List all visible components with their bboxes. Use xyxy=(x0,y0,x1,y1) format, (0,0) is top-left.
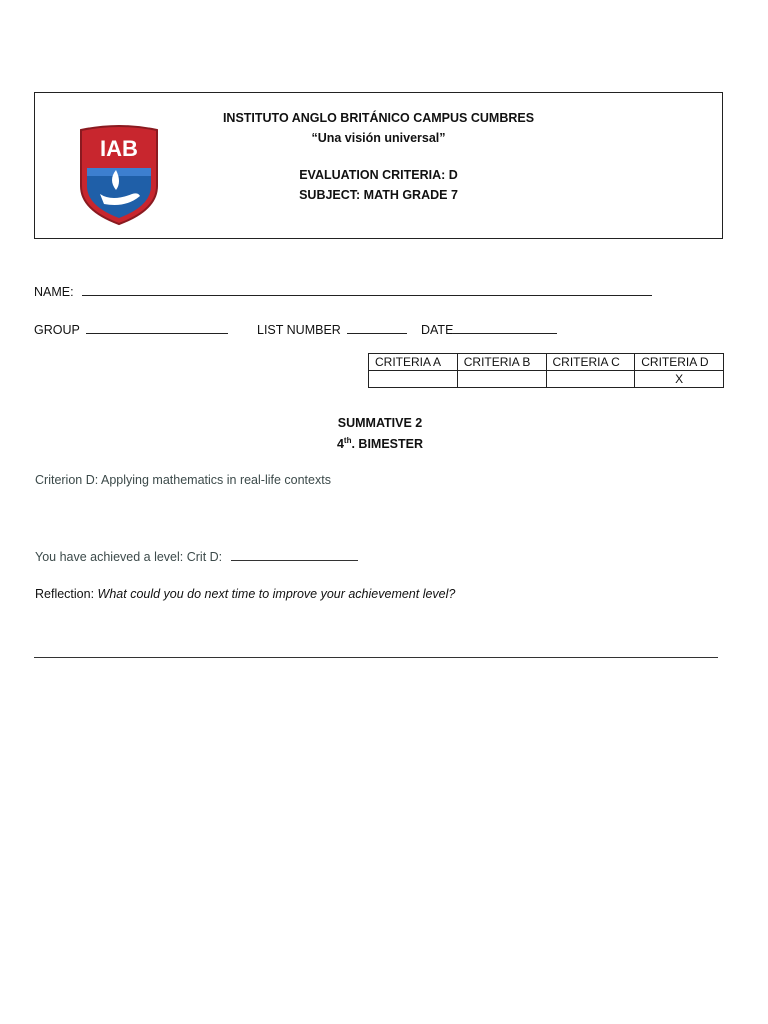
name-field-row xyxy=(34,284,652,299)
list-number-field-row xyxy=(257,322,407,337)
evaluation-criteria: EVALUATION CRITERIA: D xyxy=(299,168,458,182)
achieved-level-row xyxy=(35,549,358,564)
date-blank[interactable] xyxy=(453,322,557,334)
criteria-header-row xyxy=(369,354,724,371)
group-blank[interactable] xyxy=(86,322,228,334)
name-label: NAME: xyxy=(34,285,74,299)
criteria-a-mark[interactable] xyxy=(369,371,458,388)
criteria-b-header: CRITERIA B xyxy=(457,354,546,371)
criteria-mark-row xyxy=(369,371,724,388)
date-field-row xyxy=(421,322,557,337)
iab-shield-logo xyxy=(74,124,164,228)
criteria-b-mark[interactable] xyxy=(457,371,546,388)
criteria-d-header: CRITERIA D xyxy=(635,354,724,371)
bimester-label: . BIMESTER xyxy=(351,437,424,452)
logo-text: IAB xyxy=(100,136,138,161)
criteria-c-header: CRITERIA C xyxy=(546,354,635,371)
list-number-blank[interactable] xyxy=(347,322,407,334)
achieved-level-blank[interactable] xyxy=(231,549,358,561)
list-number-label: LIST NUMBER xyxy=(257,323,341,337)
criteria-d-mark[interactable]: X xyxy=(635,371,724,388)
criteria-a-header: CRITERIA A xyxy=(369,354,458,371)
criterion-text: Criterion D: Applying mathematics in real-life contexts xyxy=(35,473,331,487)
group-field-row xyxy=(34,322,228,337)
bimester-line xyxy=(0,436,760,451)
date-label: DATE xyxy=(421,323,454,337)
reflection-row xyxy=(35,587,455,601)
reflection-label: Reflection: xyxy=(35,587,95,601)
name-blank[interactable] xyxy=(82,284,652,296)
ordinal-suffix: th xyxy=(343,436,352,445)
subject-line: SUBJECT: MATH GRADE 7 xyxy=(299,188,458,202)
group-label: GROUP xyxy=(34,323,80,337)
school-motto: “Una visión universal” xyxy=(311,131,446,145)
criteria-table xyxy=(368,353,724,388)
achieved-label: You have achieved a level: Crit D: xyxy=(35,550,223,564)
school-name: INSTITUTO ANGLO BRITÁNICO CAMPUS CUMBRES xyxy=(222,111,535,125)
ordinal-number: 4 xyxy=(336,437,344,452)
reflection-answer-line[interactable] xyxy=(34,657,718,658)
reflection-question: What could you do next time to improve your achievement level? xyxy=(97,587,456,601)
summative-title: SUMMATIVE 2 xyxy=(337,416,423,430)
criteria-c-mark[interactable] xyxy=(546,371,635,388)
